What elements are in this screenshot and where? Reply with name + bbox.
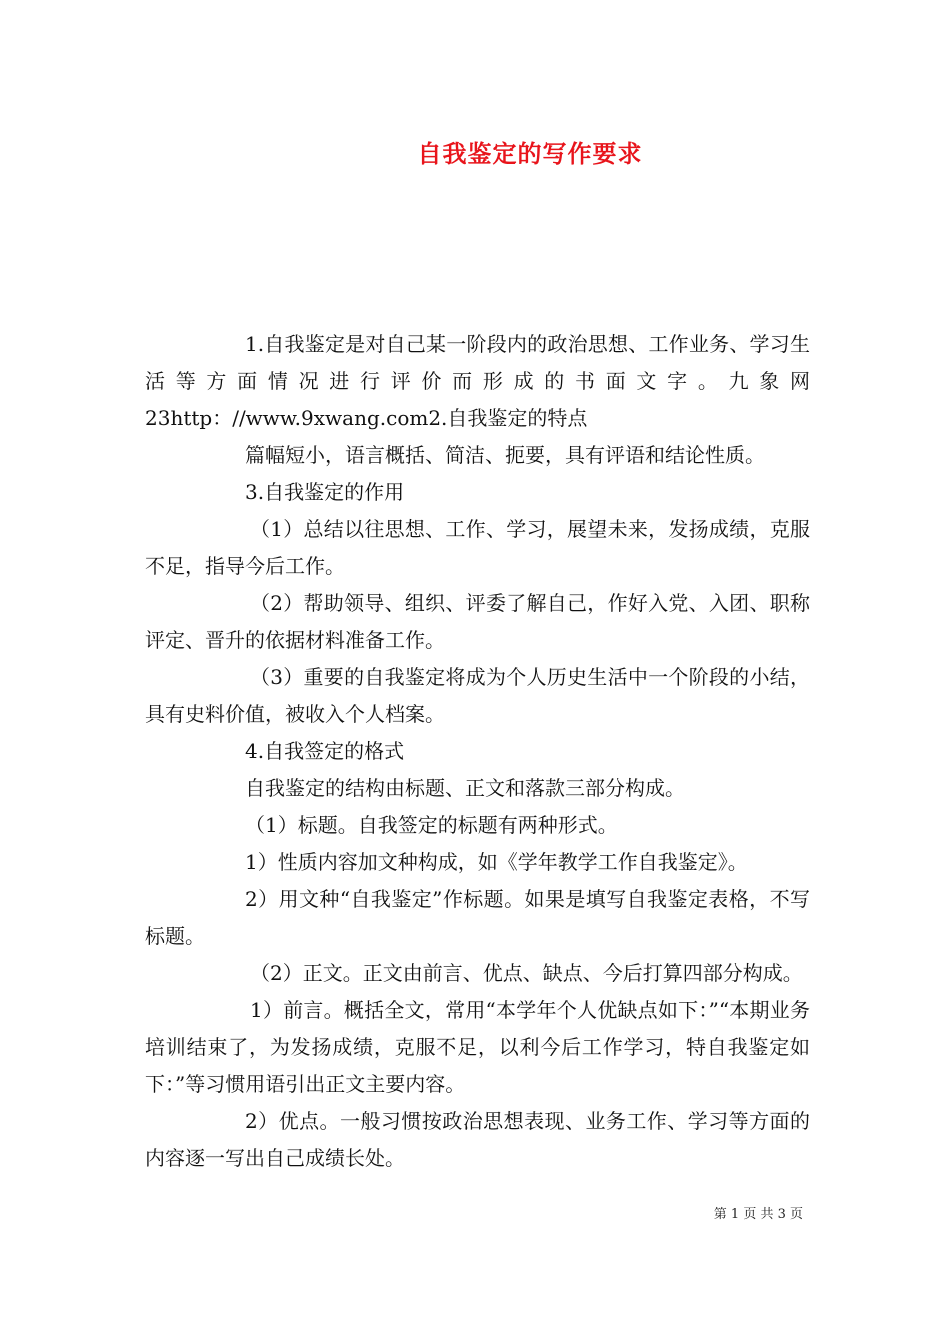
paragraph-7: 4.自我签定的格式	[245, 739, 405, 763]
paragraph-9: （1）标题。自我签定的标题有两种形式。	[245, 813, 618, 837]
paragraph-1: 1.自我鉴定是对自己某一阶段内的政治思想、工作业务、学习生活等方面情况进行评价而形成的书面文字。九象网 23http：//www.9xwang.com2.自我鉴定的特点	[145, 332, 810, 430]
page-number: 第 1 页 共 3 页	[713, 1207, 803, 1222]
paragraph-13: 1）前言。概括全文，常用“本学年个人优缺点如下：”“本期业务培训结束了，为发扬成绩，克服不足，以利今后工作学习，特自我鉴定如下：”等习惯用语引出正文主要内容。	[145, 998, 810, 1096]
paragraph-4: （1）总结以往思想、工作、学习，展望未来，发扬成绩，克服不足，指导今后工作。	[145, 517, 810, 578]
paragraph-3: 3.自我鉴定的作用	[245, 480, 405, 504]
paragraph-12: （2）正文。正文由前言、优点、缺点、今后打算四部分构成。	[250, 961, 803, 985]
paragraph-5: （2）帮助领导、组织、评委了解自己，作好入党、入团、职称评定、晋升的依据材料准备工作。	[145, 591, 810, 652]
document-body	[145, 326, 810, 1177]
paragraph-6: （3）重要的自我鉴定将成为个人历史生活中一个阶段的小结，具有史料价值，被收入个人档案。	[145, 665, 810, 726]
document-title: 自我鉴定的写作要求	[417, 139, 643, 168]
paragraph-14: 2）优点。一般习惯按政治思想表现、业务工作、学习等方面的内容逐一写出自己成绩长处。	[145, 1109, 810, 1170]
paragraph-8: 自我鉴定的结构由标题、正文和落款三部分构成。	[245, 776, 685, 800]
paragraph-2: 篇幅短小，语言概括、简洁、扼要，具有评语和结论性质。	[245, 443, 765, 467]
paragraph-10: 1）性质内容加文种构成，如《学年教学工作自我鉴定》。	[245, 850, 748, 874]
paragraph-11: 2）用文种“自我鉴定”作标题。如果是填写自我鉴定表格，不写标题。	[145, 887, 810, 948]
